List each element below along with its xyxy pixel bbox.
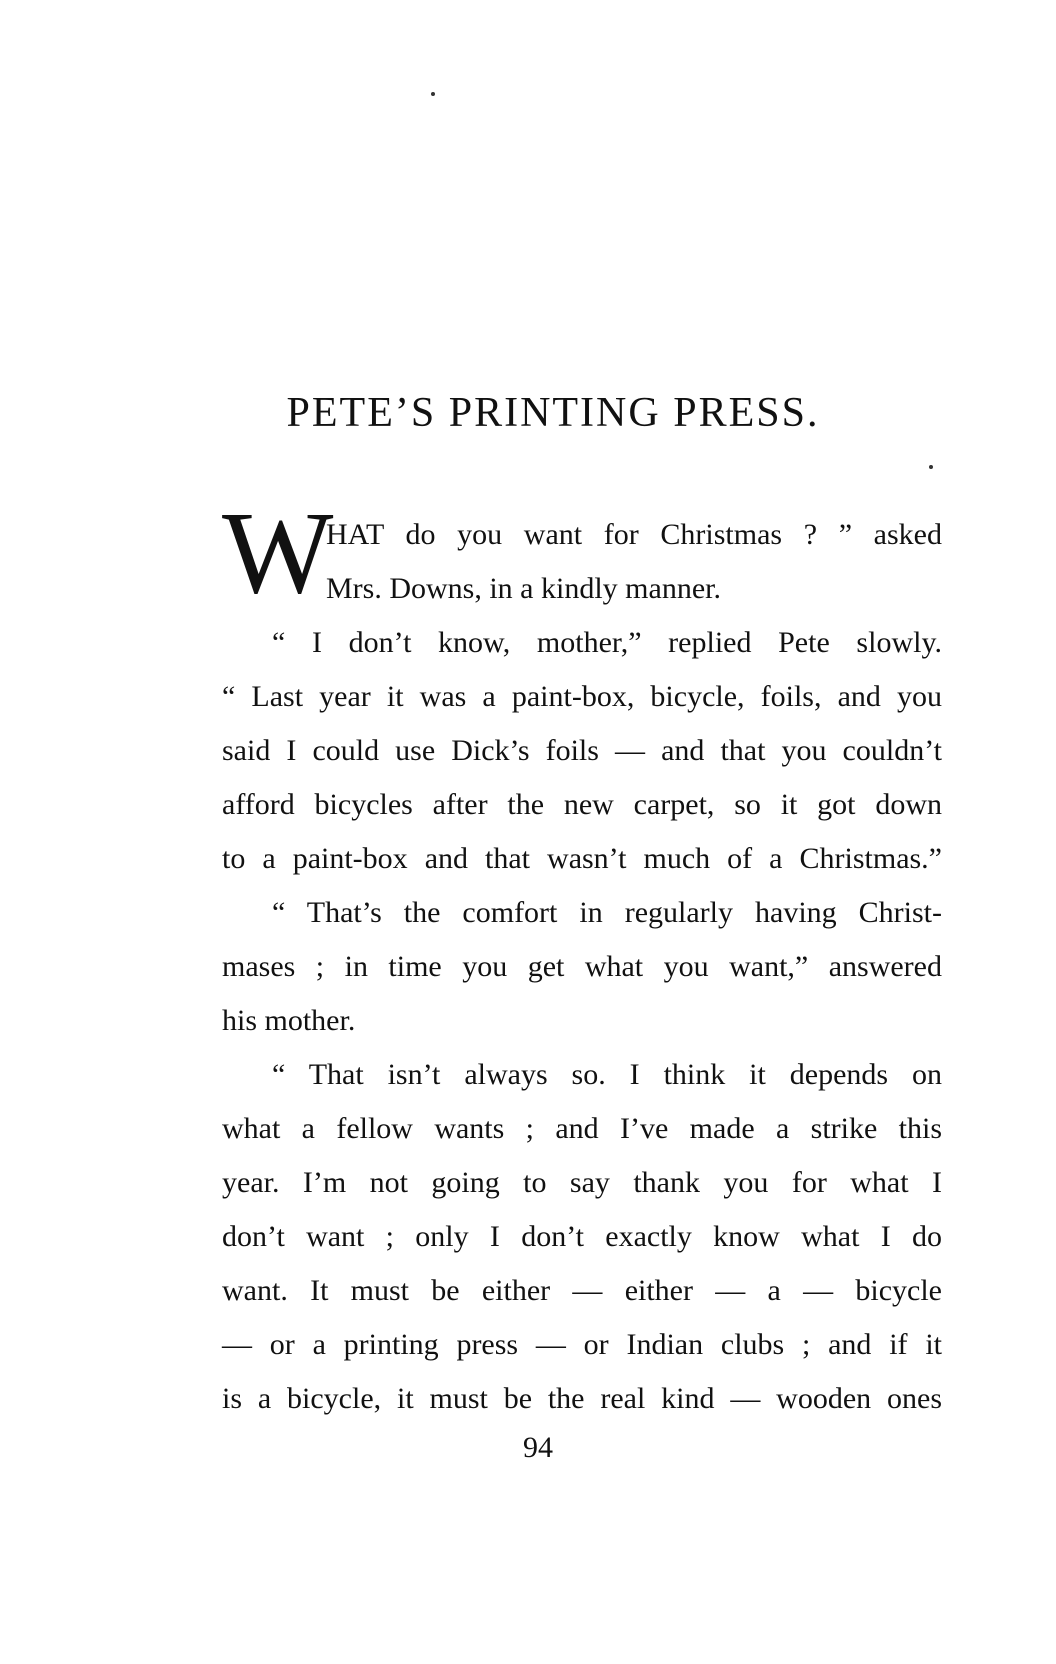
text-line: Mrs. Downs, in a kindly manner. [326,572,721,605]
text-line: “ That isn’t always so. I think it depends on [272,1058,942,1091]
print-speck [929,465,933,469]
drop-cap: W [222,487,334,618]
text-line: want. It must be either — either — a — bicycle [222,1274,942,1307]
text-line: said I could use Dick’s foils — and that you couldn’t [222,734,942,767]
text-line: mases ; in time you get what you want,” answered [222,950,942,983]
chapter-title: PETE’S PRINTING PRESS. [286,390,820,436]
text-line: afford bicycles after the new carpet, so it got down [222,788,942,821]
text-line: don’t want ; only I don’t exactly know what I do [222,1220,942,1253]
body-text [222,508,942,1426]
text-line: “ I don’t know, mother,” replied Pete slowly. [272,626,942,659]
page-number: 94 [523,1431,553,1464]
text-line: year. I’m not going to say thank you for what I [222,1166,942,1199]
text-line: HAT do you want for Christmas ? ” asked [326,518,942,551]
text-line: is a bicycle, it must be the real kind — wooden ones [222,1382,942,1415]
text-line: his mother. [222,1004,356,1037]
text-line: to a paint-box and that wasn’t much of a Christmas.” [222,842,942,875]
text-line: “ That’s the comfort in regularly having Christ- [272,896,942,929]
text-line: — or a printing press — or Indian clubs ; and if it [222,1328,942,1361]
text-line: “ Last year it was a paint-box, bicycle, foils, and you [222,680,942,713]
text-line: what a fellow wants ; and I’ve made a strike this [222,1112,942,1145]
print-speck [431,92,435,96]
